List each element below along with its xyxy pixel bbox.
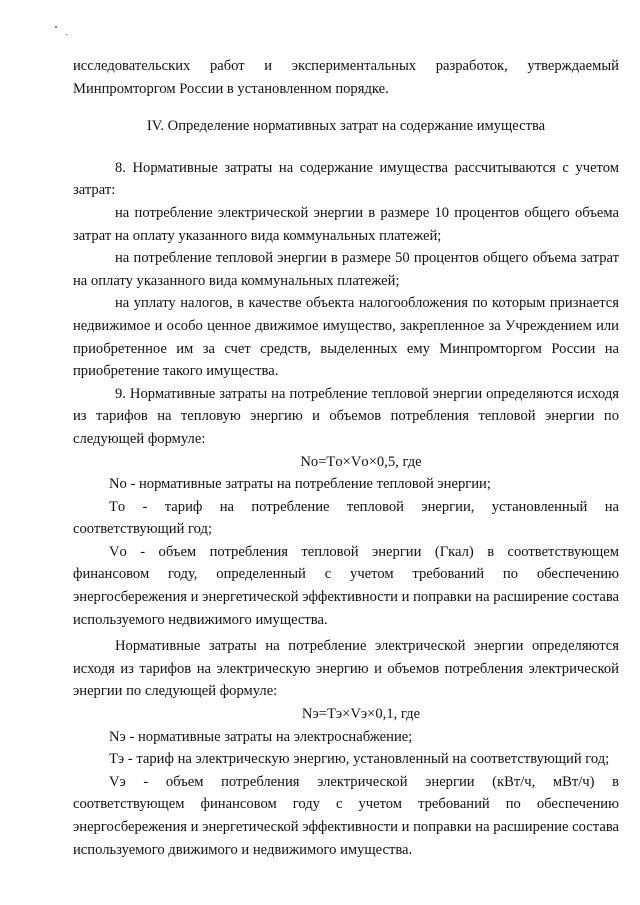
formula-heat: Nо=Tо×Vо×0,5, где (300, 453, 422, 470)
document-body (73, 55, 619, 861)
paragraph-8-item-electric: на потребление электрической энергии в размере 10 процентов общего объема затрат на оплату указанного вида коммунальных платежей; (73, 204, 619, 244)
paragraph-8-item-heat: на потребление тепловой энергии в размере 50 процентов общего объема затрат на оплату указанного вида коммунальных платежей; (73, 250, 619, 289)
electric-definition-v: Vэ - объем потребления электрической энергии (кВт/ч, мВт/ч) в соответствующем финансовом году с учетом требований по обеспечению энергосбережения и энергетической эффективности и поправки на расширение состава используемого движимого и недвижимого имущества. (73, 773, 619, 858)
paragraph-8: 8. Нормативные затраты на содержание имущества рассчитываются с учетом затрат: (73, 159, 619, 199)
electric-definition-n: Nэ - нормативные затраты на электроснабжение; (109, 728, 413, 745)
scan-speck (55, 26, 57, 28)
heat-definition-n: Nо - нормативные затраты на потребление тепловой энергии; (109, 476, 491, 493)
formula-electric: Nэ=Tэ×Vэ×0,1, где (301, 706, 421, 723)
scan-speck (66, 34, 67, 35)
paragraph-8-item-taxes: на уплату налогов, в качестве объекта налогообложения по которым признается недвижимое и особо ценное движимое имущество, закрепленное за Учреждением или приобретенное им за счет средств, выделенных ему Минпромторгом России на приобретение такого имущества. (73, 295, 619, 380)
intro-line-1: исследовательских работ и экспериментальных разработок, утверждаемый (73, 58, 619, 74)
section-heading: IV. Определение нормативных затрат на содержание имущества (146, 118, 546, 135)
heat-definition-t: Tо - тариф на потребление тепловой энергии, установленный на соответствующий год; (73, 498, 619, 538)
paragraph-9: 9. Нормативные затраты на потребление тепловой энергии определяются исходя из тарифов на тепловую энергию и объемов потребления тепловой энергии по следующей формуле: (73, 385, 619, 447)
heat-definition-v: Vо - объем потребления тепловой энергии (Гкал) в соответствующем финансовом году, определенный с учетом требований по обеспечению энергосбережения и энергетической эффективности и поправки на расширение состава используемого недвижимого имущества. (73, 543, 619, 628)
intro-line-2: Минпромторгом России в установленном порядке. (73, 80, 389, 97)
electric-definition-t: Tэ - тариф на электрическую энергию, установленный на соответствующий год; (109, 751, 610, 768)
paragraph-electric: Нормативные затраты на потребление электрической энергии определяются исходя из тарифов на электрическую энергию и объемов потребления электрической энергии по следующей формуле: (73, 638, 619, 700)
